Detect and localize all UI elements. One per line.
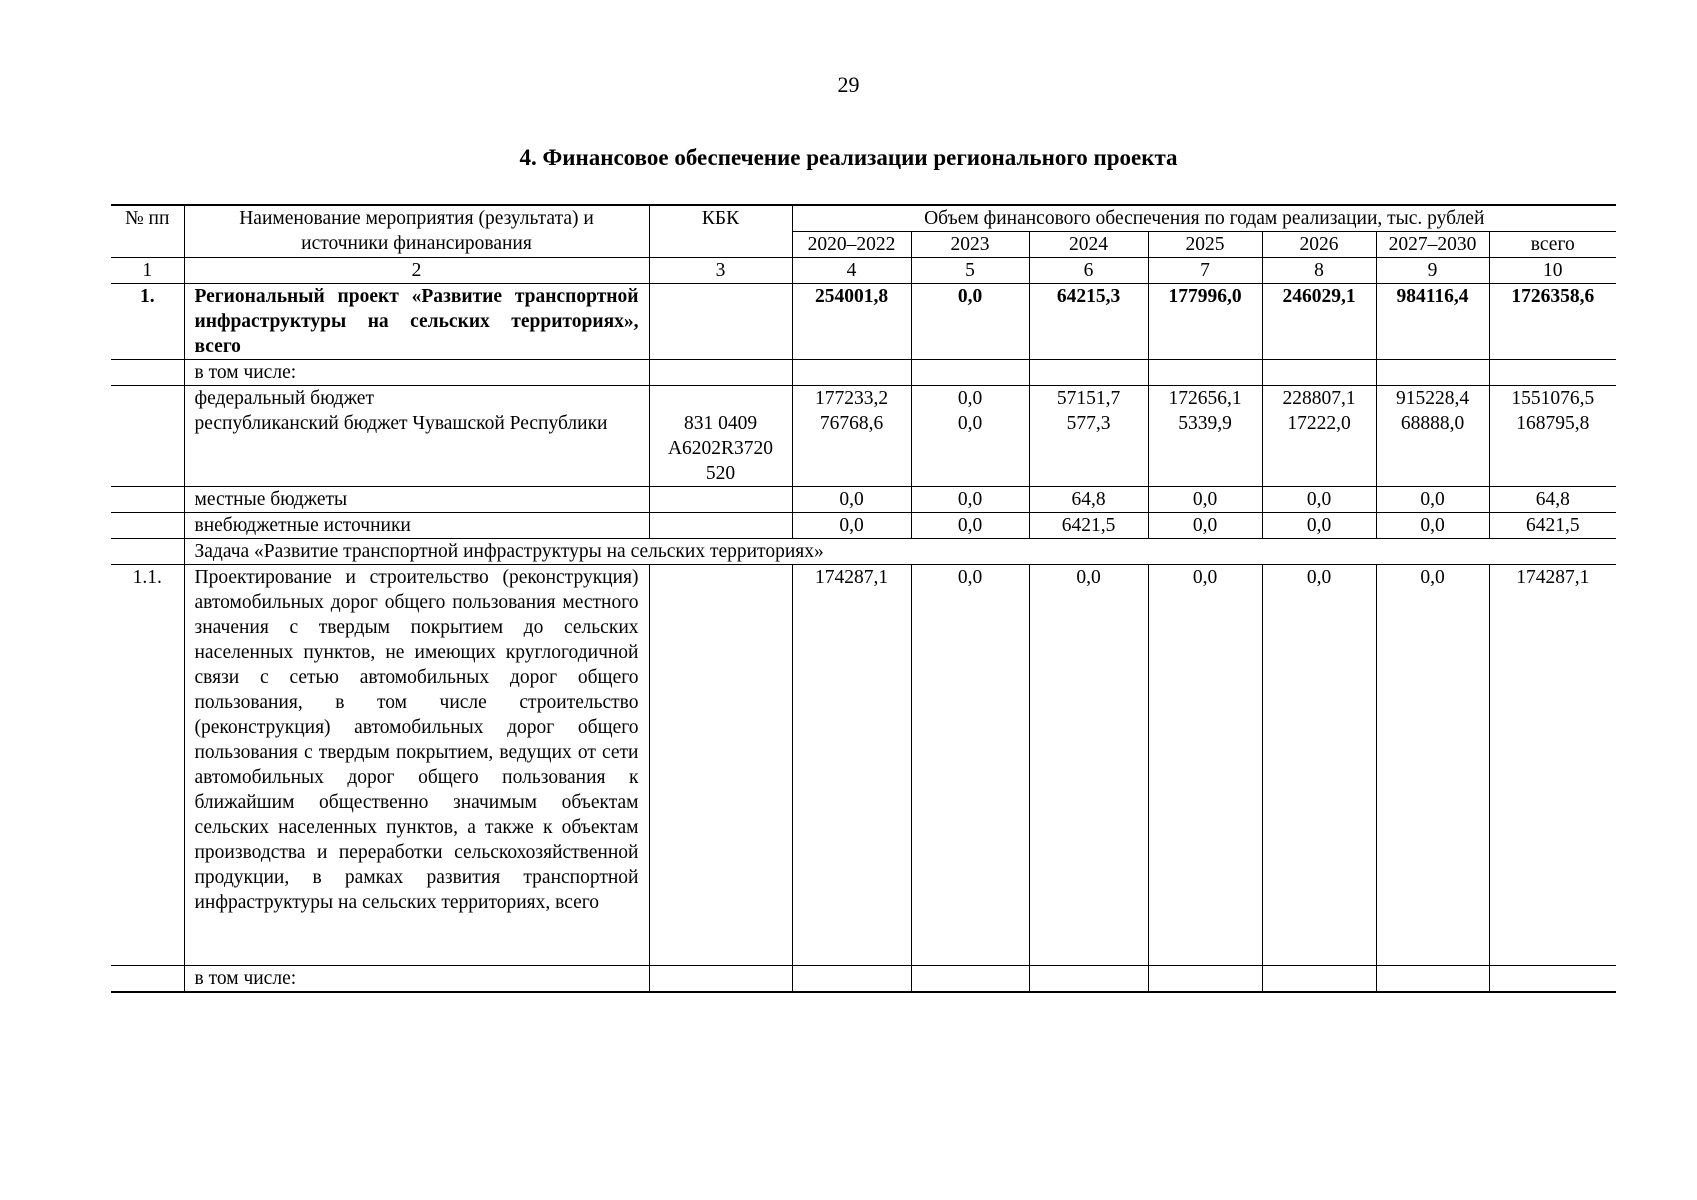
row-num: 1. [111, 284, 184, 360]
value-cell: 0,0 [911, 565, 1029, 966]
project-name: Региональный проект «Развитие транспортной инфраструктуры на сельских территориях», всего [184, 284, 649, 360]
source-name: федеральный бюджет [184, 386, 649, 412]
value-cell: 0,0 [1029, 565, 1148, 966]
value-cell: 177996,0 [1148, 284, 1262, 360]
project-row [111, 284, 1616, 360]
header-year: 2026 [1262, 232, 1376, 258]
kbk-cell [649, 284, 792, 360]
page-number: 29 [837, 72, 860, 97]
kbk-cell [649, 513, 792, 539]
column-numbers-row [111, 258, 1616, 284]
column-number: 1 [111, 258, 184, 284]
value-cell: 0,0 [1148, 513, 1262, 539]
source-row [111, 487, 1616, 513]
value-cell: 64215,3 [1029, 284, 1148, 360]
value-cell: 68888,0 [1376, 411, 1489, 487]
including-row [111, 360, 1616, 386]
header-year: 2025 [1148, 232, 1262, 258]
value-cell: 174287,1 [792, 565, 911, 966]
header-total: всего [1489, 232, 1616, 258]
task-title: Задача «Развитие транспортной инфраструктуры на сельских территориях» [184, 539, 1616, 565]
value-cell: 1551076,5 [1489, 386, 1616, 412]
activity-row [111, 565, 1616, 966]
value-cell: 246029,1 [1262, 284, 1376, 360]
kbk-cell [649, 487, 792, 513]
including-row [111, 966, 1616, 993]
column-number: 9 [1376, 258, 1489, 284]
value-cell: 0,0 [792, 487, 911, 513]
value-cell: 6421,5 [1489, 513, 1616, 539]
financing-table [111, 204, 1616, 993]
value-cell: 64,8 [1029, 487, 1148, 513]
value-cell: 0,0 [911, 386, 1029, 412]
value-cell: 0,0 [1376, 513, 1489, 539]
value-cell: 0,0 [1376, 565, 1489, 966]
value-cell: 0,0 [1376, 487, 1489, 513]
value-cell: 915228,4 [1376, 386, 1489, 412]
source-name: внебюджетные источники [184, 513, 649, 539]
section-title: 4. Финансовое обеспечение реализации регионального проекта [519, 145, 1178, 170]
task-row [111, 539, 1616, 565]
header-year: 2027–2030 [1376, 232, 1489, 258]
value-cell: 0,0 [911, 284, 1029, 360]
source-name: республиканский бюджет Чувашской Республики [184, 411, 649, 487]
column-number: 8 [1262, 258, 1376, 284]
value-cell: 228807,1 [1262, 386, 1376, 412]
value-cell: 0,0 [1262, 487, 1376, 513]
value-cell: 168795,8 [1489, 411, 1616, 487]
value-cell: 57151,7 [1029, 386, 1148, 412]
value-cell: 0,0 [911, 513, 1029, 539]
activity-name: Проектирование и строительство (реконструкция) автомобильных дорог общего пользования местного значения с твердым покрытием до сельских населенных пунктов, не имеющих круглогодичной связи с сетью автомобильных дорог общего пользования, в том числе строительство (реконструкция) автомобильных дорог общего пользования с твердым покрытием, ведущих от сети автомобильных дорог общего пользования к ближайшим общественно значимым объектам сельских населенных пунктов, а также к объектам производства и переработки сельскохозяйственной продукции, в рамках развития транспортной инфраструктуры на сельских территориях, всего [184, 565, 649, 966]
value-cell: 1726358,6 [1489, 284, 1616, 360]
value-cell: 5339,9 [1148, 411, 1262, 487]
including-label: в том числе: [184, 360, 649, 386]
value-cell: 254001,8 [792, 284, 911, 360]
header-volume: Объем финансового обеспечения по годам реализации, тыс. рублей [792, 205, 1616, 232]
value-cell: 0,0 [1262, 513, 1376, 539]
value-cell: 984116,4 [1376, 284, 1489, 360]
source-row [111, 411, 1616, 487]
value-cell: 0,0 [911, 487, 1029, 513]
value-cell: 6421,5 [1029, 513, 1148, 539]
kbk-cell [649, 565, 792, 966]
including-label: в том числе: [184, 966, 649, 993]
value-cell: 174287,1 [1489, 565, 1616, 966]
source-row [111, 513, 1616, 539]
column-number: 10 [1489, 258, 1616, 284]
value-cell: 0,0 [1262, 565, 1376, 966]
column-number: 6 [1029, 258, 1148, 284]
value-cell: 64,8 [1489, 487, 1616, 513]
column-number: 3 [649, 258, 792, 284]
column-number: 7 [1148, 258, 1262, 284]
value-cell: 0,0 [1148, 565, 1262, 966]
header-kbk: КБК [649, 205, 792, 258]
header-year: 2024 [1029, 232, 1148, 258]
value-cell: 177233,2 [792, 386, 911, 412]
column-number: 4 [792, 258, 911, 284]
value-cell: 0,0 [911, 411, 1029, 487]
header-row [111, 205, 1616, 232]
value-cell: 17222,0 [1262, 411, 1376, 487]
value-cell: 0,0 [792, 513, 911, 539]
header-name: Наименование мероприятия (результата) и источники финансирования [184, 205, 649, 258]
value-cell: 0,0 [1148, 487, 1262, 513]
source-name: местные бюджеты [184, 487, 649, 513]
source-row [111, 386, 1616, 412]
value-cell: 76768,6 [792, 411, 911, 487]
column-number: 5 [911, 258, 1029, 284]
header-num: № пп [111, 205, 184, 258]
kbk-cell [649, 386, 792, 412]
value-cell: 577,3 [1029, 411, 1148, 487]
row-num: 1.1. [111, 565, 184, 966]
column-number: 2 [184, 258, 649, 284]
header-year: 2020–2022 [792, 232, 911, 258]
kbk-cell: 831 0409 А6202R3720 520 [649, 411, 792, 487]
value-cell: 172656,1 [1148, 386, 1262, 412]
header-year: 2023 [911, 232, 1029, 258]
